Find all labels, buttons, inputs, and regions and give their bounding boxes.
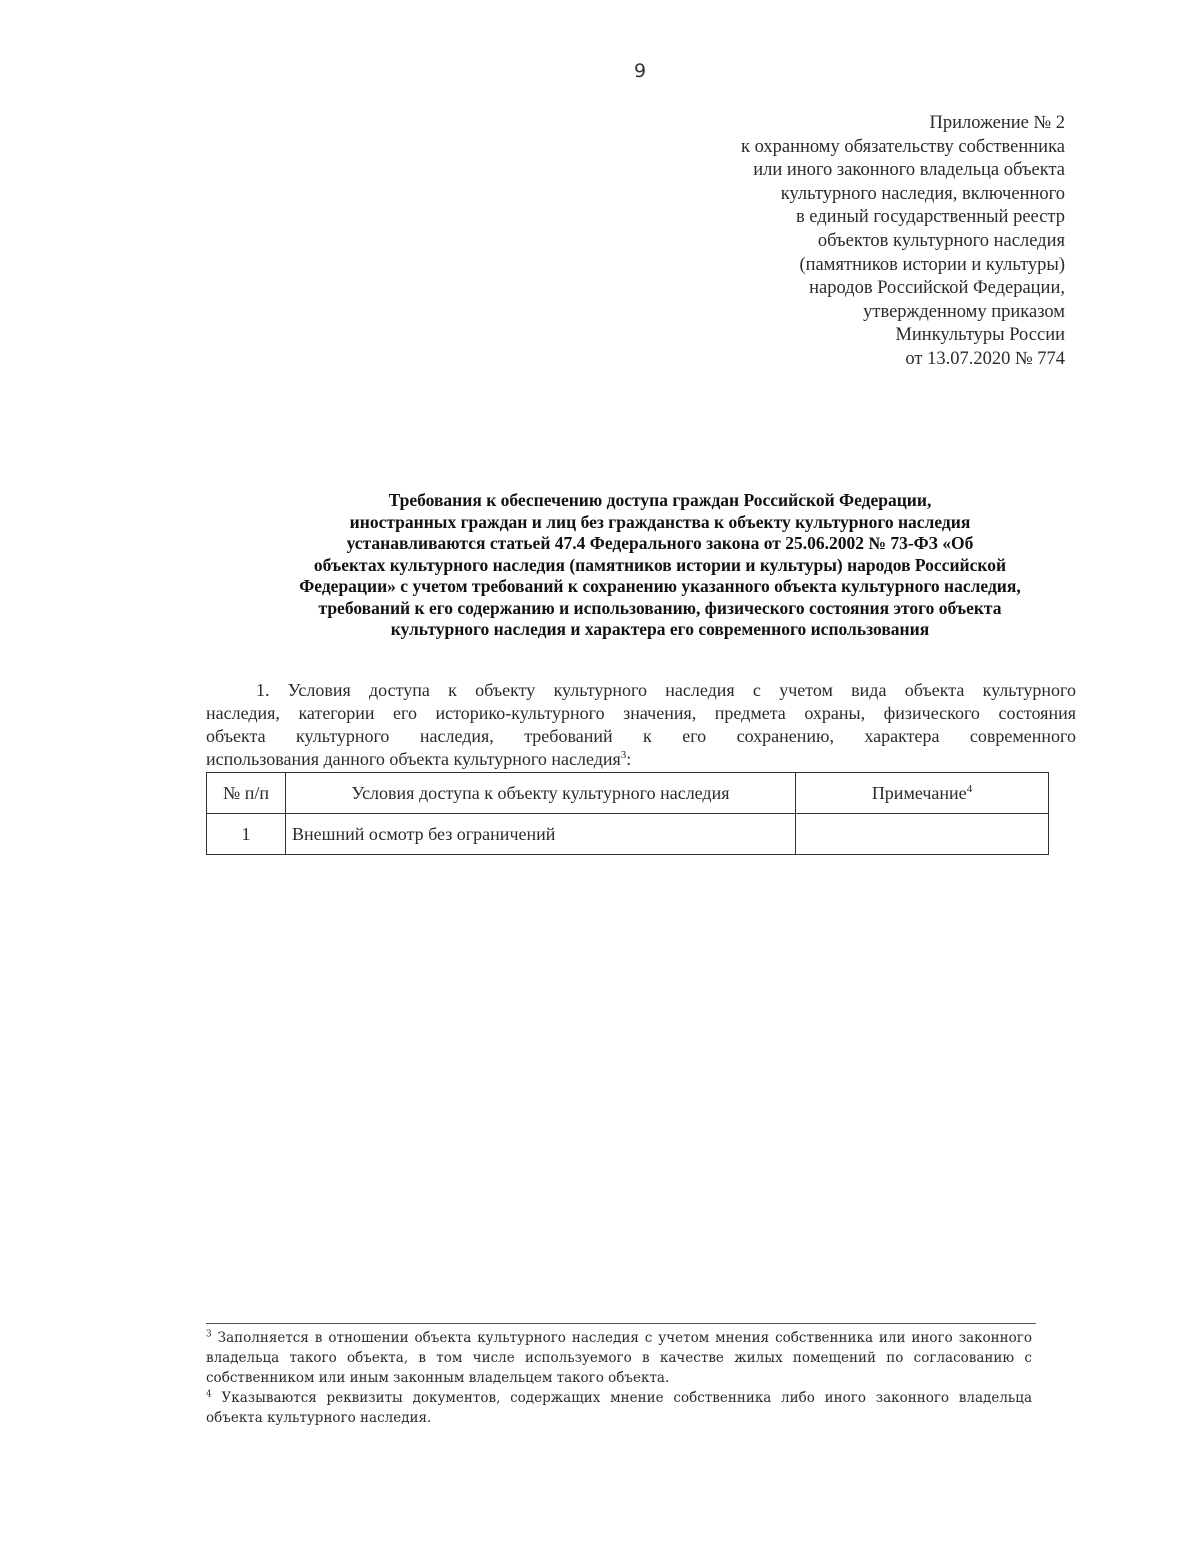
footnote-text: Заполняется в отношении объекта культурного наследия с учетом мнения собственника или иного законного владельца такого объекта, в том числе используемого в качестве жилых помещений по согласованию с собственником или иным законным владельцем такого объекта. — [206, 1330, 1032, 1386]
header-note-label: Примечание — [871, 782, 967, 803]
access-conditions-table — [206, 772, 1049, 855]
footnote-marker: 3 — [206, 1329, 212, 1340]
table-header-row — [207, 773, 1049, 814]
footnote-ref-4: 4 — [966, 782, 973, 795]
appendix-header — [560, 112, 1065, 372]
title-line: устанавливаются статьей 47.4 Федерального закона от 25.06.2002 № 73-ФЗ «Об — [346, 533, 974, 553]
footnote-ref-3: 3 — [620, 749, 627, 761]
appendix-line: культурного наследия, включенного — [780, 183, 1065, 204]
row-note — [796, 814, 1049, 855]
title-line: требований к его содержанию и использованию, физического состояния этого объекта — [318, 597, 1002, 618]
appendix-line: к охранному обязательству собственника — [740, 136, 1065, 157]
title-line: культурного наследия и характера его современного использования — [390, 619, 930, 639]
title-line: объектах культурного наследия (памятников истории и культуры) народов Российской — [313, 554, 1007, 575]
paragraph-line: 1. Условия доступа к объекту культурного наследия с учетом вида объекта культурного — [256, 680, 1076, 700]
paragraph-colon: : — [626, 749, 632, 769]
appendix-line: или иного законного владельца объекта — [753, 160, 1065, 181]
title-line: Требования к обеспечению доступа граждан Российской Федерации, — [388, 490, 932, 510]
paragraph-line: объекта культурного наследия, требований к его сохранению, характера современного — [206, 726, 1076, 746]
appendix-line: народов Российской Федерации, — [809, 278, 1065, 299]
appendix-line: объектов культурного наследия — [817, 230, 1065, 251]
title-line: Федерации» с учетом требований к сохранению указанного объекта культурного наследия, — [299, 576, 1021, 596]
appendix-line: Минкультуры России — [895, 325, 1065, 346]
appendix-line: от 13.07.2020 № 774 — [905, 348, 1065, 369]
paragraph-text: использования данного объекта культурного наследия — [206, 749, 621, 769]
appendix-line: в единый государственный реестр — [795, 207, 1065, 228]
header-conditions: Условия доступа к объекту культурного наследия — [286, 773, 796, 814]
footnote-marker: 4 — [206, 1389, 212, 1400]
footnote-divider — [206, 1323, 1036, 1324]
appendix-line: утвержденному приказом — [863, 301, 1065, 322]
footnote-3 — [206, 1328, 1032, 1388]
header-num: № п/п — [207, 773, 286, 814]
row-conditions: Внешний осмотр без ограничений — [286, 814, 796, 855]
row-num: 1 — [207, 814, 286, 855]
paragraph-line: наследия, категории его историко-культурного значения, предмета охраны, физического состояния — [206, 703, 1076, 723]
title-line: иностранных граждан и лиц без гражданства к объекту культурного наследия — [349, 511, 971, 532]
footnotes — [206, 1328, 1032, 1428]
footnote-4 — [206, 1388, 1032, 1428]
document-title — [160, 490, 1160, 641]
page-number: 9 — [633, 60, 647, 82]
appendix-line: (памятников истории и культуры) — [799, 254, 1065, 275]
paragraph-line-last — [206, 748, 1076, 771]
footnote-text: Указываются реквизиты документов, содержащих мнение собственника либо иного законного владельца объекта культурного наследия. — [206, 1390, 1032, 1426]
header-note — [796, 773, 1049, 814]
access-conditions-paragraph — [206, 679, 1076, 771]
table-row — [207, 814, 1049, 855]
appendix-line: Приложение № 2 — [929, 113, 1065, 133]
